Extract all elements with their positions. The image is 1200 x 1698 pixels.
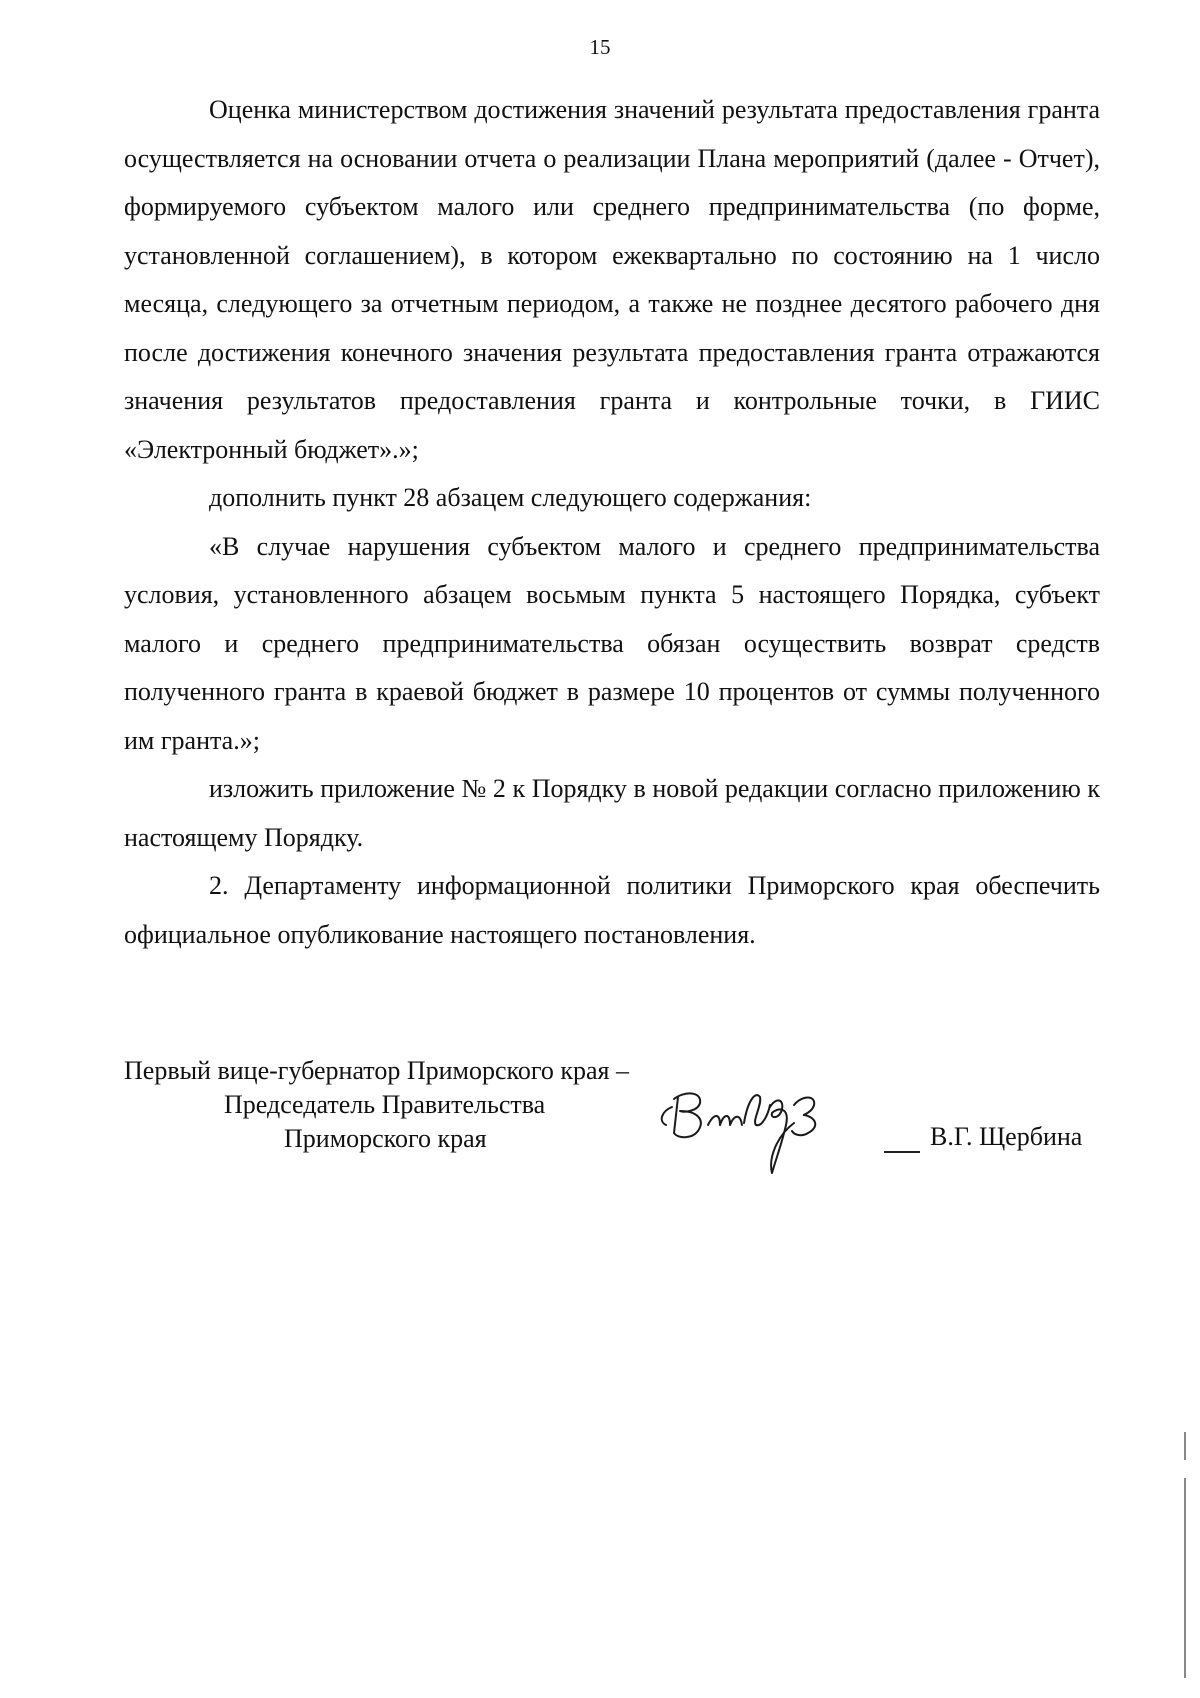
paragraph-supplement-item-28: дополнить пункт 28 абзацем следующего содержания: bbox=[209, 483, 812, 512]
signatory-position-line-1: Первый вице-губернатор Приморского края – bbox=[124, 1056, 629, 1085]
page-number: 15 bbox=[589, 35, 611, 59]
scan-edge-mark-upper bbox=[1184, 1432, 1186, 1460]
signatory-name: В.Г. Щербина bbox=[930, 1122, 1083, 1151]
signatory-position-line-2: Председатель Правительства bbox=[224, 1090, 546, 1119]
paragraph-appendix-2: изложить приложение № 2 к Порядку в новой редакции согласно приложению к настоящему Порядку. bbox=[124, 774, 1100, 852]
paragraph-publication: 2. Департаменту информационной политики Приморского края обеспечить официальное опубликование настоящего постановления. bbox=[124, 871, 1100, 949]
paragraph-evaluation: Оценка министерством достижения значений результата предоставления гранта осуществляется на основании отчета о реализации Плана мероприятий (далее - Отчет), формируемого субъектом малого или среднего предпринимательства (по форме, установленной соглашением), в котором ежеквартально по состоянию на 1 число месяца, следующего за отчетным периодом, а также не позднее десятого рабочего дня после достижения конечного значения результата предоставления гранта отражаются значения результатов предоставления гранта и контрольные точки, в ГИИС «Электронный бюджет».»; bbox=[124, 95, 1100, 464]
paragraph-violation-clause: «В случае нарушения субъектом малого и среднего предпринимательства условия, установленного абзацем восьмым пункта 5 настоящего Порядка, субъект малого и среднего предпринимательства обязан осуществить возврат средств полученного гранта в краевой бюджет в размере 10 процентов от суммы полученного им гранта.»; bbox=[124, 531, 1100, 755]
signature-block bbox=[124, 1055, 1104, 1185]
signature-dash bbox=[884, 1151, 920, 1153]
handwritten-signature bbox=[644, 1077, 884, 1187]
document-body bbox=[124, 86, 1100, 959]
scan-edge-mark-lower bbox=[1184, 1478, 1186, 1678]
signatory-position-line-3: Приморского края bbox=[284, 1124, 487, 1153]
